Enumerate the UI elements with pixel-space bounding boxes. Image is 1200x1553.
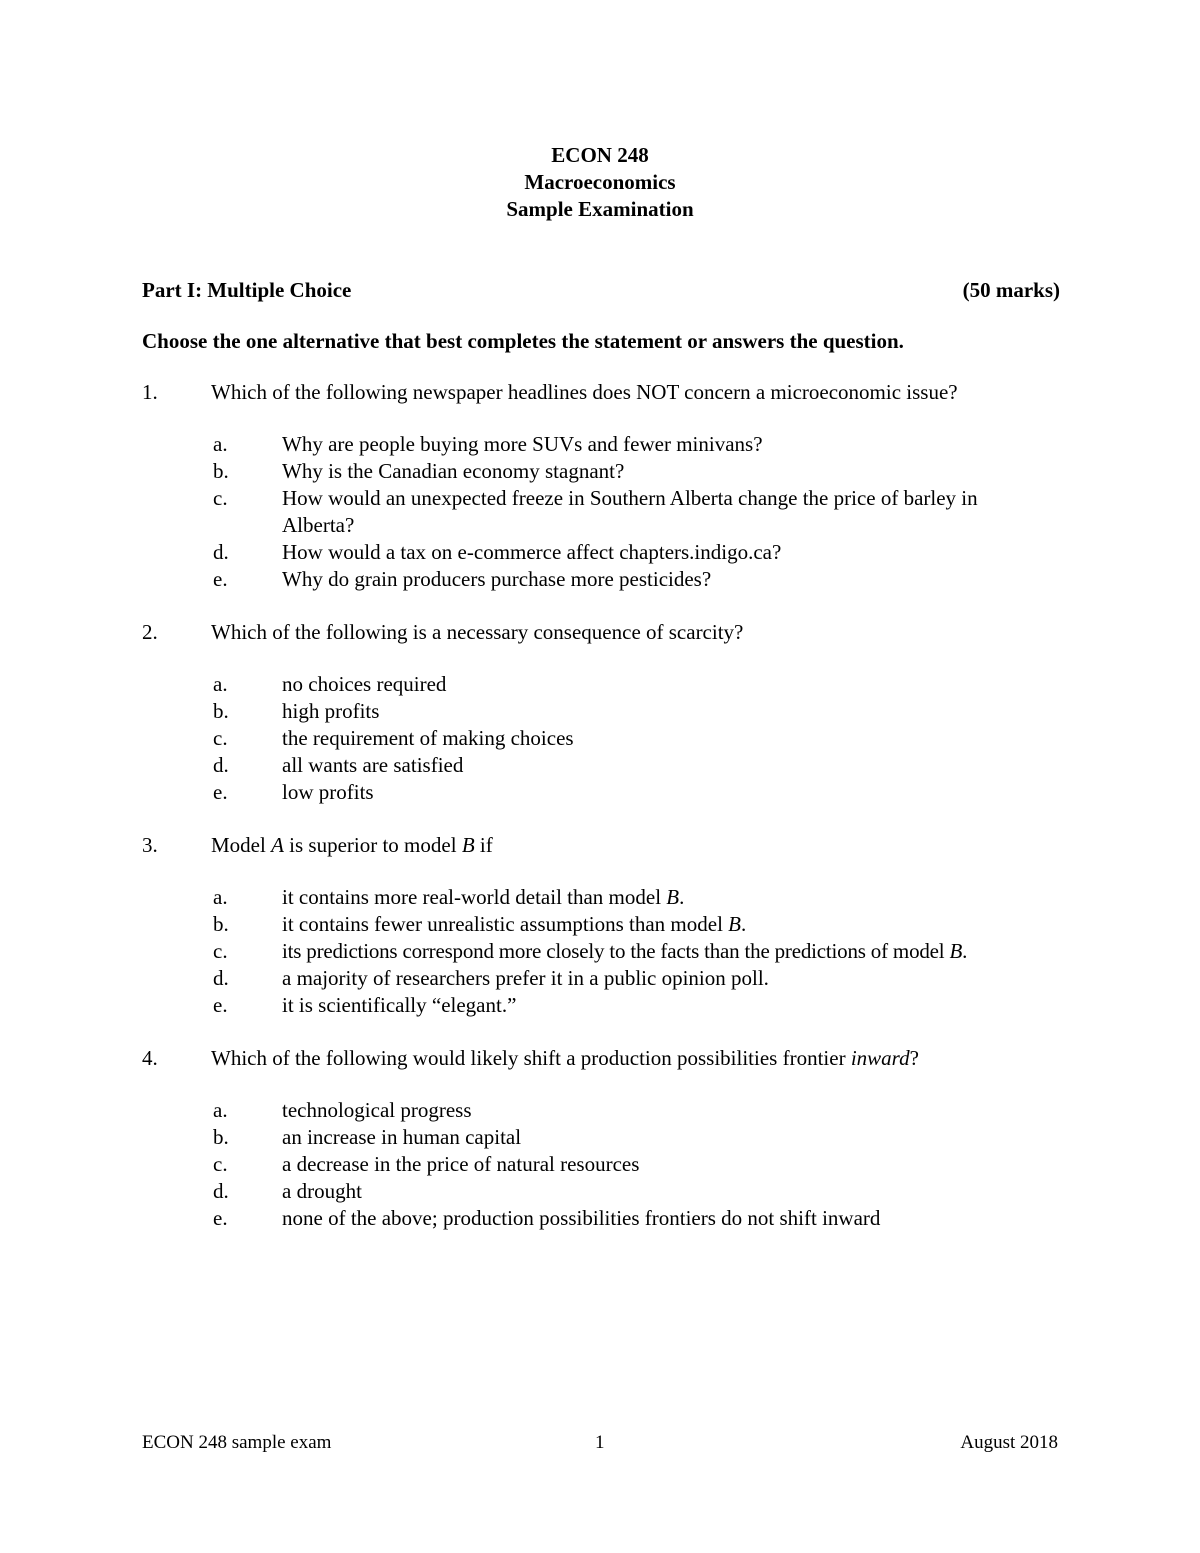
question-number: 3. (142, 833, 158, 857)
part-title: Part I: Multiple Choice (142, 278, 352, 302)
option-e: e. Why do grain producers purchase more pesticides? (213, 567, 712, 591)
exam-title: Sample Examination (506, 197, 694, 221)
options-list (142, 431, 1072, 593)
option-d: d. How would a tax on e-commerce affect chapters.indigo.ca? (213, 540, 782, 564)
options-list (142, 671, 1072, 806)
question-stem (142, 1046, 1072, 1074)
option-a: a. Why are people buying more SUVs and fewer minivans? (213, 432, 763, 456)
option-a: a. technological progress (213, 1098, 472, 1122)
course-subject: Macroeconomics (524, 170, 676, 194)
option-b: b. Why is the Canadian economy stagnant? (213, 459, 625, 483)
question-text: Which of the following would likely shift a production possibilities frontier inward? (211, 1046, 919, 1070)
question-text: Model A is superior to model B if (211, 833, 493, 857)
question-number: 2. (142, 620, 158, 644)
question-3 (142, 833, 1072, 1019)
option-e: e. none of the above; production possibilities frontiers do not shift inward (213, 1206, 881, 1230)
footer-date: August 2018 (960, 1432, 1058, 1453)
footer-course: ECON 248 sample exam (142, 1432, 332, 1453)
option-d: d. all wants are satisfied (213, 753, 464, 777)
question-stem (142, 620, 1072, 648)
option-c: c. How would an unexpected freeze in Southern Alberta change the price of barley in Alberta? (213, 486, 978, 537)
option-a: a. no choices required (213, 672, 447, 696)
question-stem (142, 380, 1072, 408)
part-marks: (50 marks) (962, 278, 1060, 302)
option-b: b. an increase in human capital (213, 1125, 522, 1149)
question-4 (142, 1046, 1072, 1232)
exam-header (0, 142, 1200, 223)
option-d: d. a drought (213, 1179, 362, 1203)
option-b: b. it contains fewer unrealistic assumptions than model B. (213, 912, 747, 936)
question-text: Which of the following newspaper headlines does NOT concern a microeconomic issue? (211, 380, 958, 404)
options-list (142, 1097, 1072, 1232)
question-stem (142, 833, 1072, 861)
option-e: e. it is scientifically “elegant.” (213, 993, 517, 1017)
question-number: 1. (142, 380, 158, 404)
option-a: a. it contains more real-world detail than model B. (213, 885, 685, 909)
question-1 (142, 380, 1072, 593)
question-2 (142, 620, 1072, 806)
instructions: Choose the one alternative that best completes the statement or answers the question. (142, 329, 904, 353)
question-text: Which of the following is a necessary consequence of scarcity? (211, 620, 744, 644)
option-c: c. the requirement of making choices (213, 726, 574, 750)
option-e: e. low profits (213, 780, 374, 804)
footer-page-number: 1 (595, 1432, 605, 1453)
question-number: 4. (142, 1046, 158, 1070)
option-d: d. a majority of researchers prefer it in a public opinion poll. (213, 966, 769, 990)
course-code: ECON 248 (551, 143, 649, 167)
option-c: c. a decrease in the price of natural resources (213, 1152, 640, 1176)
option-c: c. its predictions correspond more closely to the facts than the predictions of model B. (213, 939, 968, 963)
option-b: b. high profits (213, 699, 380, 723)
options-list (142, 884, 1072, 1019)
